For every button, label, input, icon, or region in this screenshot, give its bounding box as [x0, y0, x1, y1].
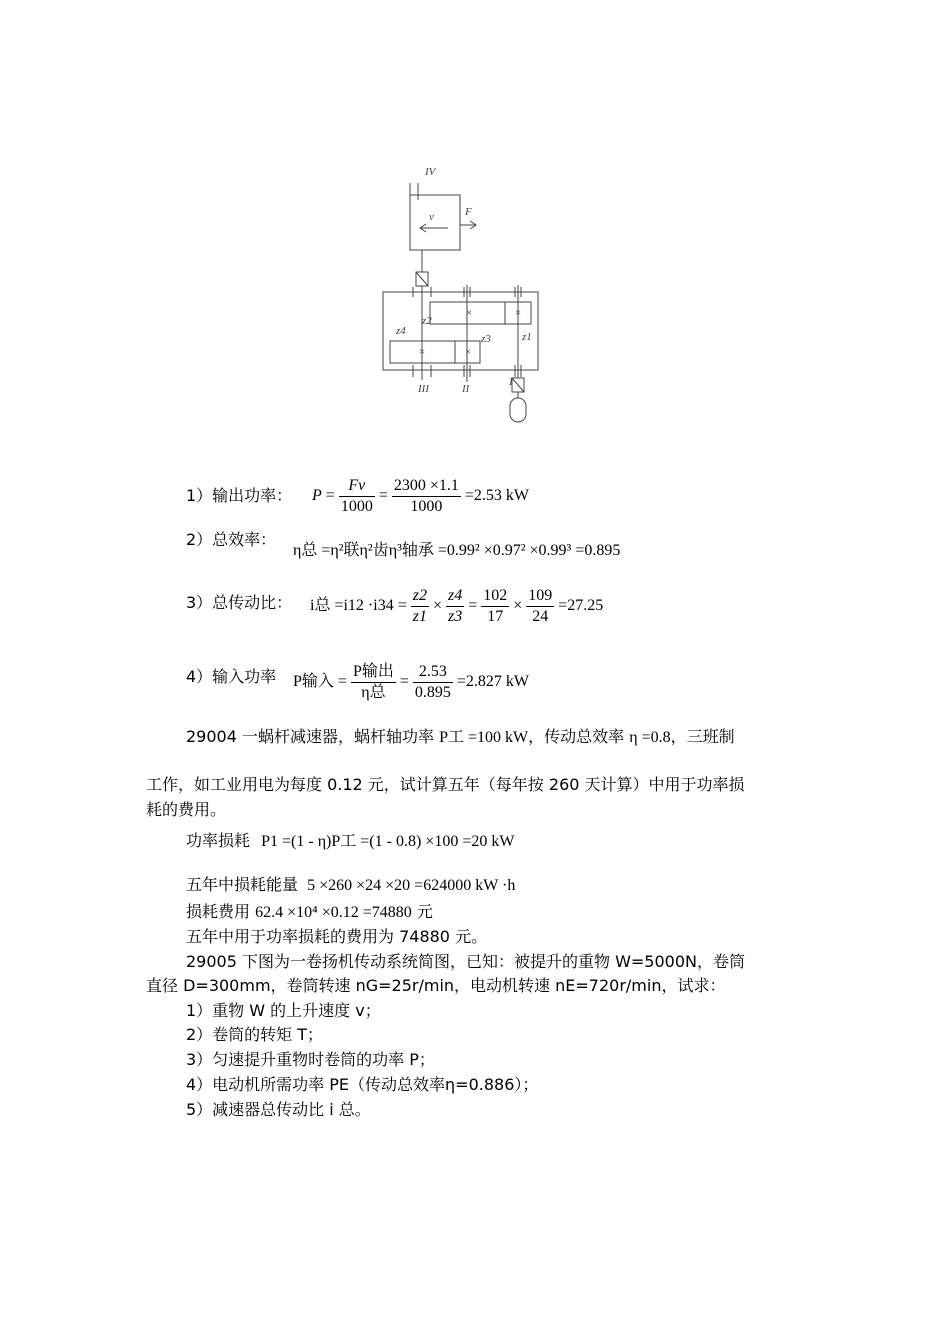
label-z1: z1 — [522, 331, 532, 343]
item-input-power — [186, 664, 276, 687]
fraction-z2-z1 — [411, 586, 429, 627]
formula-result: =2.53 kW — [464, 487, 529, 505]
text-run: ，传动总效率 — [528, 727, 625, 746]
label-shaft-i: I — [509, 376, 513, 388]
gear-mark-z4: × — [419, 346, 426, 358]
label-velocity: v — [429, 211, 434, 223]
formula-power: P工 =100 kW — [439, 729, 529, 746]
gear-mark-z3: × — [465, 346, 472, 358]
item-label: 3）总传动比： — [186, 593, 293, 612]
formula-result: =2.827 kW — [456, 673, 529, 691]
gear-transmission-diagram — [370, 160, 550, 430]
label-shaft-ii: II — [462, 383, 470, 395]
problem-29005-line2: 直径 D=300mm，卷筒转速 nG=25r/min，电动机转速 nE=720r/min，试求： — [146, 976, 726, 995]
formula-eq: = — [399, 673, 409, 691]
fraction-z4-z3 — [446, 586, 464, 627]
formula-eq: = — [325, 487, 335, 505]
frac-num: 2300 ×1.1 — [392, 476, 461, 497]
frac-den: 24 — [532, 608, 549, 625]
frac-den: 1000 — [340, 498, 373, 515]
problem-29004-line1 — [186, 724, 735, 747]
item-label: 2）总效率： — [186, 530, 277, 549]
label-z2: z2 — [422, 315, 432, 327]
frac-den: 17 — [487, 608, 504, 625]
text-run: ，三班制 — [670, 727, 735, 746]
formula-text: 5 ×260 ×24 ×20 =624000 kW ·h — [307, 877, 516, 894]
text-run: 元 — [416, 902, 433, 921]
problem-29004-line3: 耗的费用。 — [146, 800, 227, 819]
formula-text: 62.4 ×10⁴ ×0.12 =74880 — [255, 904, 412, 921]
energy-loss-row — [186, 872, 515, 895]
formula-eq: = — [468, 597, 478, 615]
frac-den: 1000 — [410, 498, 443, 515]
motor — [510, 398, 526, 422]
item-label: 1）输出功率： — [186, 486, 293, 505]
gear-mark-z1: × — [515, 307, 522, 319]
frac-num: 109 — [526, 586, 554, 607]
label-shaft-iii: III — [418, 383, 429, 395]
label-force: F — [465, 206, 472, 218]
label-z4: z4 — [396, 325, 406, 337]
frac-den: 0.895 — [414, 684, 451, 701]
text-run: 29004 一蜗杆减速器，蜗杆轴功率 — [186, 727, 434, 746]
frac-num: z2 — [411, 586, 429, 607]
formula-lhs: P输入 = — [293, 673, 347, 691]
frac-den: η总 — [361, 684, 386, 701]
frac-num: P输出 — [351, 662, 396, 683]
times-sign: × — [513, 597, 523, 615]
frac-den: z1 — [412, 608, 427, 625]
input-power-formula — [293, 662, 529, 703]
fraction-values — [392, 476, 461, 517]
item-total-ratio — [186, 590, 292, 613]
formula-efficiency: η =0.8 — [629, 729, 671, 746]
fraction-pout-eta — [351, 662, 396, 703]
drum — [410, 195, 460, 250]
frac-den: z3 — [447, 608, 463, 625]
formula-lhs: P — [312, 487, 322, 505]
question-5: 5）减速器总传动比 i 总。 — [186, 1100, 371, 1119]
formula-eq: = — [378, 487, 388, 505]
frac-num: z4 — [446, 586, 464, 607]
text-run: 损耗费用 — [186, 902, 251, 921]
fraction-109-24 — [526, 586, 554, 627]
gearbox-housing — [383, 292, 538, 370]
item-output-power — [186, 483, 292, 506]
total-efficiency-formula — [293, 537, 620, 560]
frac-num: 2.53 — [413, 662, 453, 683]
times-sign: × — [432, 597, 442, 615]
conclusion-29004: 五年中用于功率损耗的费用为 74880 元。 — [186, 927, 488, 946]
formula-text: P1 =(1 - η)P工 =(1 - 0.8) ×100 =20 kW — [261, 833, 515, 850]
label-z3: z3 — [481, 333, 491, 345]
total-ratio-formula — [310, 586, 603, 627]
fraction-values — [413, 662, 453, 703]
frac-num: 102 — [481, 586, 509, 607]
problem-29005-line1: 29005 下图为一卷扬机传动系统简图，已知：被提升的重物 W=5000N，卷筒 — [186, 952, 745, 971]
question-3: 3）匀速提升重物时卷筒的功率 P； — [186, 1050, 435, 1069]
item-total-efficiency — [186, 527, 276, 550]
question-1: 1）重物 W 的上升速度 v； — [186, 1001, 381, 1020]
label-shaft-iv: IV — [425, 166, 436, 178]
output-power-formula — [312, 476, 529, 517]
fraction-102-17 — [481, 586, 509, 627]
gear-mark-z2: × — [466, 307, 473, 319]
question-4: 4）电动机所需功率 PE（传动总效率η=0.886）； — [186, 1075, 539, 1094]
problem-29004-line2: 工作，如工业用电为每度 0.12 元，试计算五年（每年按 260 天计算）中用于功率损 — [146, 775, 745, 794]
frac-num: Fv — [339, 476, 375, 497]
formula-result: =27.25 — [558, 597, 604, 615]
text-run: 功率损耗 — [186, 831, 251, 850]
item-label: 4）输入功率 — [186, 667, 277, 686]
power-loss-row — [186, 828, 514, 851]
formula-text: η总 =η²联η²齿η³轴承 =0.99² ×0.97² ×0.99³ =0.895 — [293, 542, 621, 559]
formula-lhs: i总 =i12 ·i34 = — [310, 597, 407, 615]
fraction-fv — [339, 476, 375, 517]
question-2: 2）卷筒的转矩 T； — [186, 1025, 324, 1044]
text-run: 五年中损耗能量 — [186, 875, 299, 894]
cost-row — [186, 899, 433, 922]
